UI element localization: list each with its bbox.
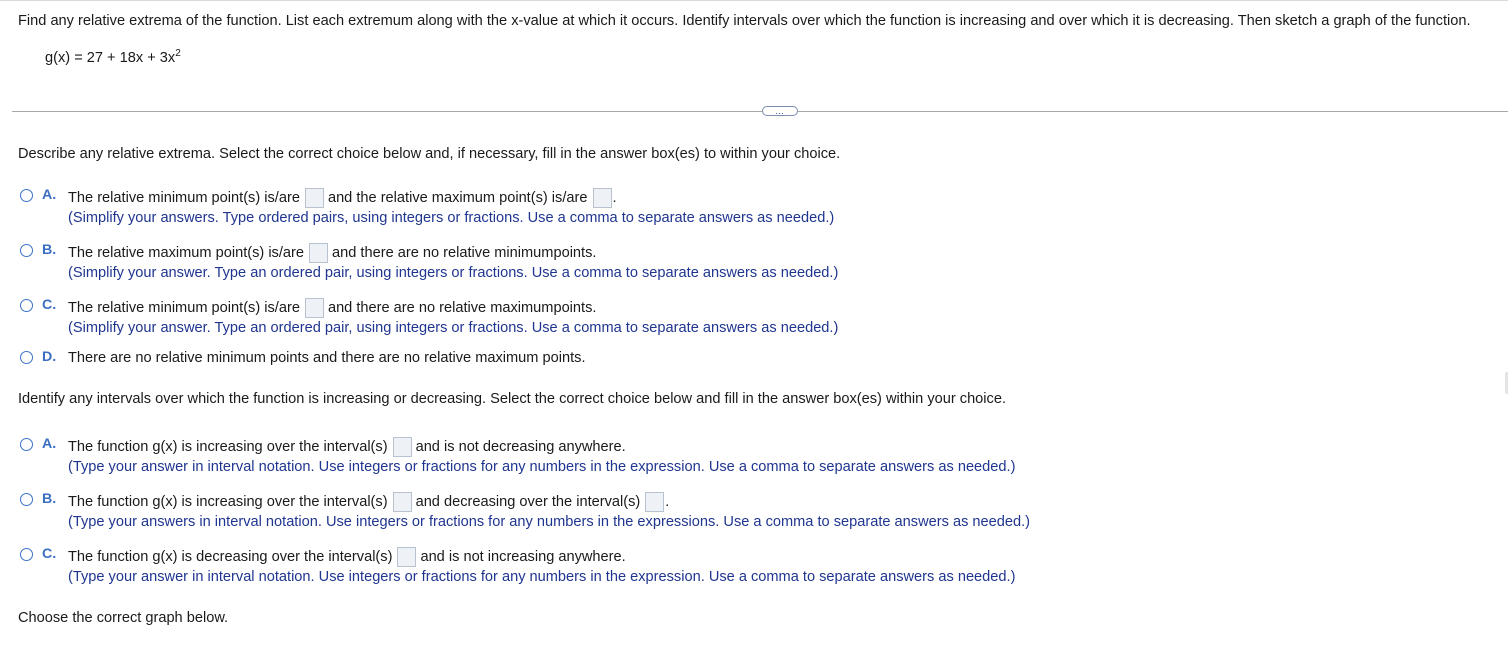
answer-box-decreasing[interactable]: [645, 492, 664, 512]
more-options-button[interactable]: …: [762, 106, 798, 116]
radio-button[interactable]: [20, 548, 33, 561]
answer-box-min[interactable]: [305, 188, 324, 208]
choice-statement: [68, 547, 626, 567]
radio-button[interactable]: [20, 244, 33, 257]
function-expression: [45, 50, 181, 66]
choice-text: The relative minimum point(s) is/are: [68, 190, 300, 206]
choice-statement: [68, 492, 669, 512]
choice-text: The relative minimum point(s) is/are: [68, 300, 300, 316]
radio-button[interactable]: [20, 299, 33, 312]
choice-text: and there are no relative maximumpoints.: [327, 300, 597, 316]
answer-box-max[interactable]: [593, 188, 612, 208]
intervals-prompt: Identify any intervals over which the function is increasing or decreasing. Select the correct choice below and fill in the answer box(es) within your choice.: [18, 391, 1007, 407]
radio-button[interactable]: [20, 351, 33, 364]
choice-hint: (Type your answer in interval notation. Use integers or fractions for any numbers in the expression. Use a comma to separate answers as needed.): [68, 569, 1016, 585]
choice-text: The function g(x) is decreasing over the interval(s): [68, 549, 393, 565]
top-border: [0, 0, 1508, 1]
choice-text: .: [612, 190, 617, 206]
choice-text: There are no relative minimum points and there are no relative maximum points.: [68, 350, 586, 366]
function-exponent: 2: [175, 48, 181, 59]
choice-letter: C.: [42, 546, 57, 562]
choice-hint: (Type your answers in interval notation. Use integers or fractions for any numbers in the expressions. Use a comma to separate answers as needed.): [68, 514, 1031, 530]
choice-letter: A.: [42, 187, 57, 203]
choice-text: The relative maximum point(s) is/are: [68, 245, 305, 261]
choice-letter: B.: [42, 242, 57, 258]
answer-box-max[interactable]: [309, 243, 328, 263]
question-instructions: Find any relative extrema of the function. List each extremum along with the x-value at which it occurs. Identify intervals over which the function is increasing and over which it is decreasing. Then sketch a graph of the function.: [18, 13, 1471, 29]
choice-text: and there are no relative minimumpoints.: [332, 245, 597, 261]
extrema-prompt: Describe any relative extrema. Select the correct choice below and, if necessary, fill in the answer box(es) to within your choice.: [18, 146, 841, 162]
choice-letter: A.: [42, 436, 57, 452]
choice-statement: [68, 188, 617, 208]
choice-hint: (Simplify your answer. Type an ordered pair, using integers or fractions. Use a comma to separate answers as needed.): [68, 320, 839, 336]
radio-button[interactable]: [20, 438, 33, 451]
choice-hint: (Simplify your answers. Type ordered pairs, using integers or fractions. Use a comma to separate answers as needed.): [68, 210, 835, 226]
section-divider: [12, 111, 1508, 112]
choice-text: .: [665, 494, 670, 510]
answer-box-decreasing[interactable]: [397, 547, 416, 567]
function-base: g(x) = 27 + 18x + 3x: [45, 50, 176, 66]
answer-box-min[interactable]: [305, 298, 324, 318]
answer-box-increasing[interactable]: [393, 492, 412, 512]
choice-statement: [68, 350, 586, 366]
answer-box-increasing[interactable]: [393, 437, 412, 457]
choice-letter: C.: [42, 297, 57, 313]
choice-letter: B.: [42, 491, 57, 507]
choice-text: and is not decreasing anywhere.: [415, 439, 626, 455]
choice-hint: (Type your answer in interval notation. Use integers or fractions for any numbers in the expression. Use a comma to separate answers as needed.): [68, 459, 1016, 475]
choice-text: and the relative maximum point(s) is/are: [327, 190, 588, 206]
choice-text: The function g(x) is increasing over the interval(s): [68, 494, 388, 510]
choice-statement: [68, 298, 596, 318]
choice-statement: [68, 437, 626, 457]
choice-text: The function g(x) is increasing over the interval(s): [68, 439, 388, 455]
choice-text: and decreasing over the interval(s): [415, 494, 641, 510]
choice-letter: D.: [42, 349, 57, 365]
radio-button[interactable]: [20, 493, 33, 506]
choice-text: and is not increasing anywhere.: [420, 549, 626, 565]
radio-button[interactable]: [20, 189, 33, 202]
graph-prompt: Choose the correct graph below.: [18, 610, 229, 626]
choice-statement: [68, 243, 596, 263]
choice-hint: (Simplify your answer. Type an ordered pair, using integers or fractions. Use a comma to separate answers as needed.): [68, 265, 839, 281]
